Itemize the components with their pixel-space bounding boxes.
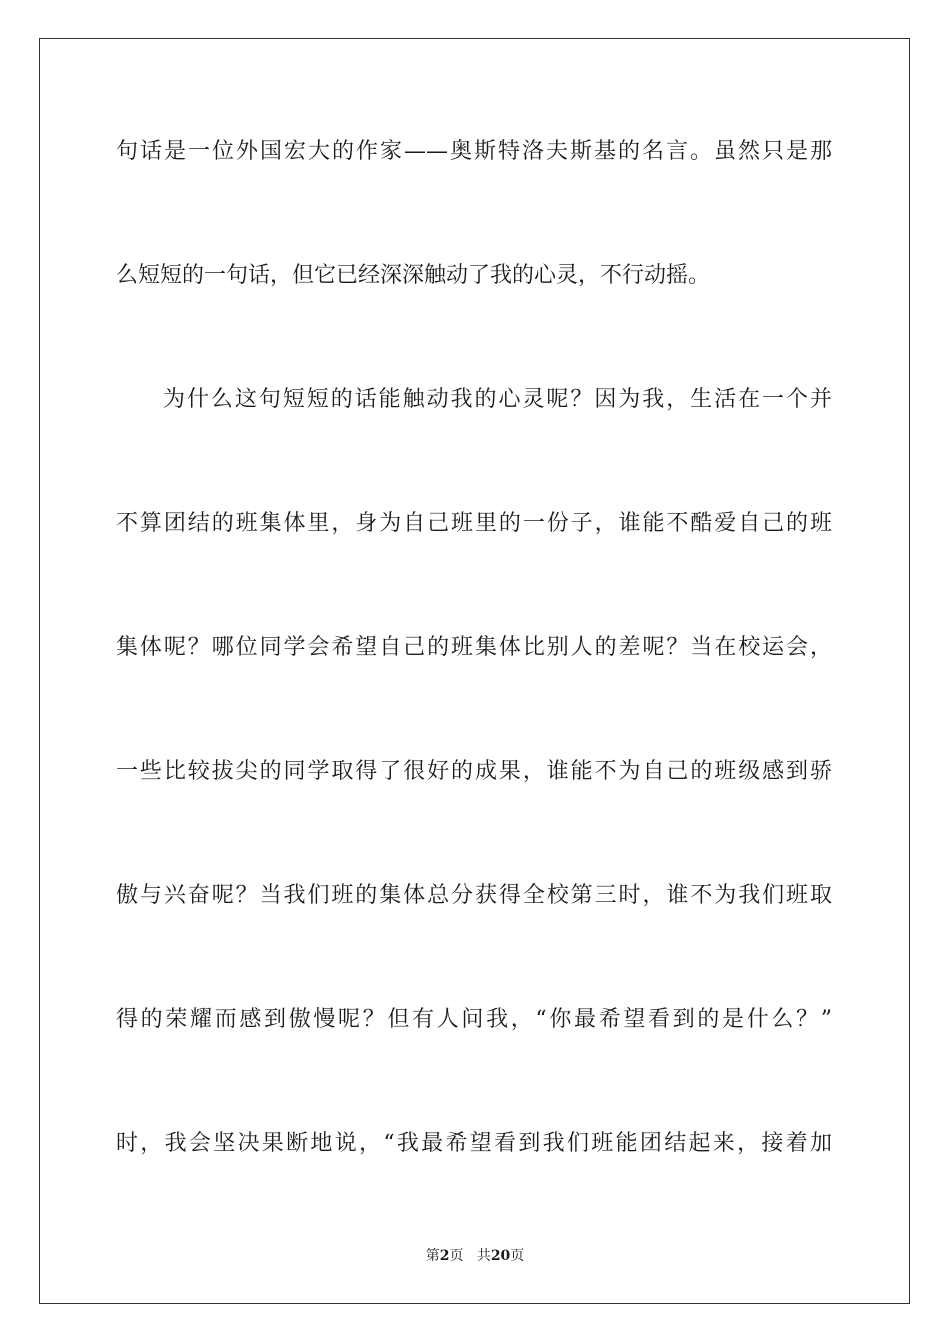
paragraph-line: 一些比较拔尖的同学取得了很好的成果，谁能不为自己的班级感到骄 — [116, 759, 832, 784]
paragraph-line: 时，我会坚决果断地说，“我最希望看到我们班能团结起来，接着加 — [116, 1131, 832, 1156]
paragraph-line: 为什么这句短短的话能触动我的心灵呢？因为我，生活在一个并 — [163, 387, 832, 412]
page-footer — [0, 1246, 950, 1266]
paragraph-line: 不算团结的班集体里，身为自己班里的一份子，谁能不酷爱自己的班 — [116, 511, 832, 536]
paragraph-line: 句话是一位外国宏大的作家——奥斯特洛夫斯基的名言。虽然只是那 — [116, 139, 832, 164]
total-prefix: 共 — [476, 1248, 491, 1264]
paragraph-line: 得的荣耀而感到傲慢呢？但有人问我，“你最希望看到的是什么？” — [116, 1007, 832, 1032]
paragraph-line: 集体呢？哪位同学会希望自己的班集体比别人的差呢？当在校运会， — [116, 635, 832, 660]
page-border — [39, 38, 910, 1304]
paragraph-line: 么短短的一句话，但它已经深深触动了我的心灵，不行动摇。 — [116, 263, 711, 288]
total-pages: 20 — [490, 1248, 511, 1264]
page-number: 2 — [439, 1248, 450, 1264]
page-prefix: 第 — [425, 1248, 440, 1264]
page-suffix: 页 — [449, 1248, 464, 1264]
total-suffix: 页 — [510, 1248, 525, 1264]
paragraph-line: 傲与兴奋呢？当我们班的集体总分获得全校第三时，谁不为我们班取 — [116, 883, 832, 908]
